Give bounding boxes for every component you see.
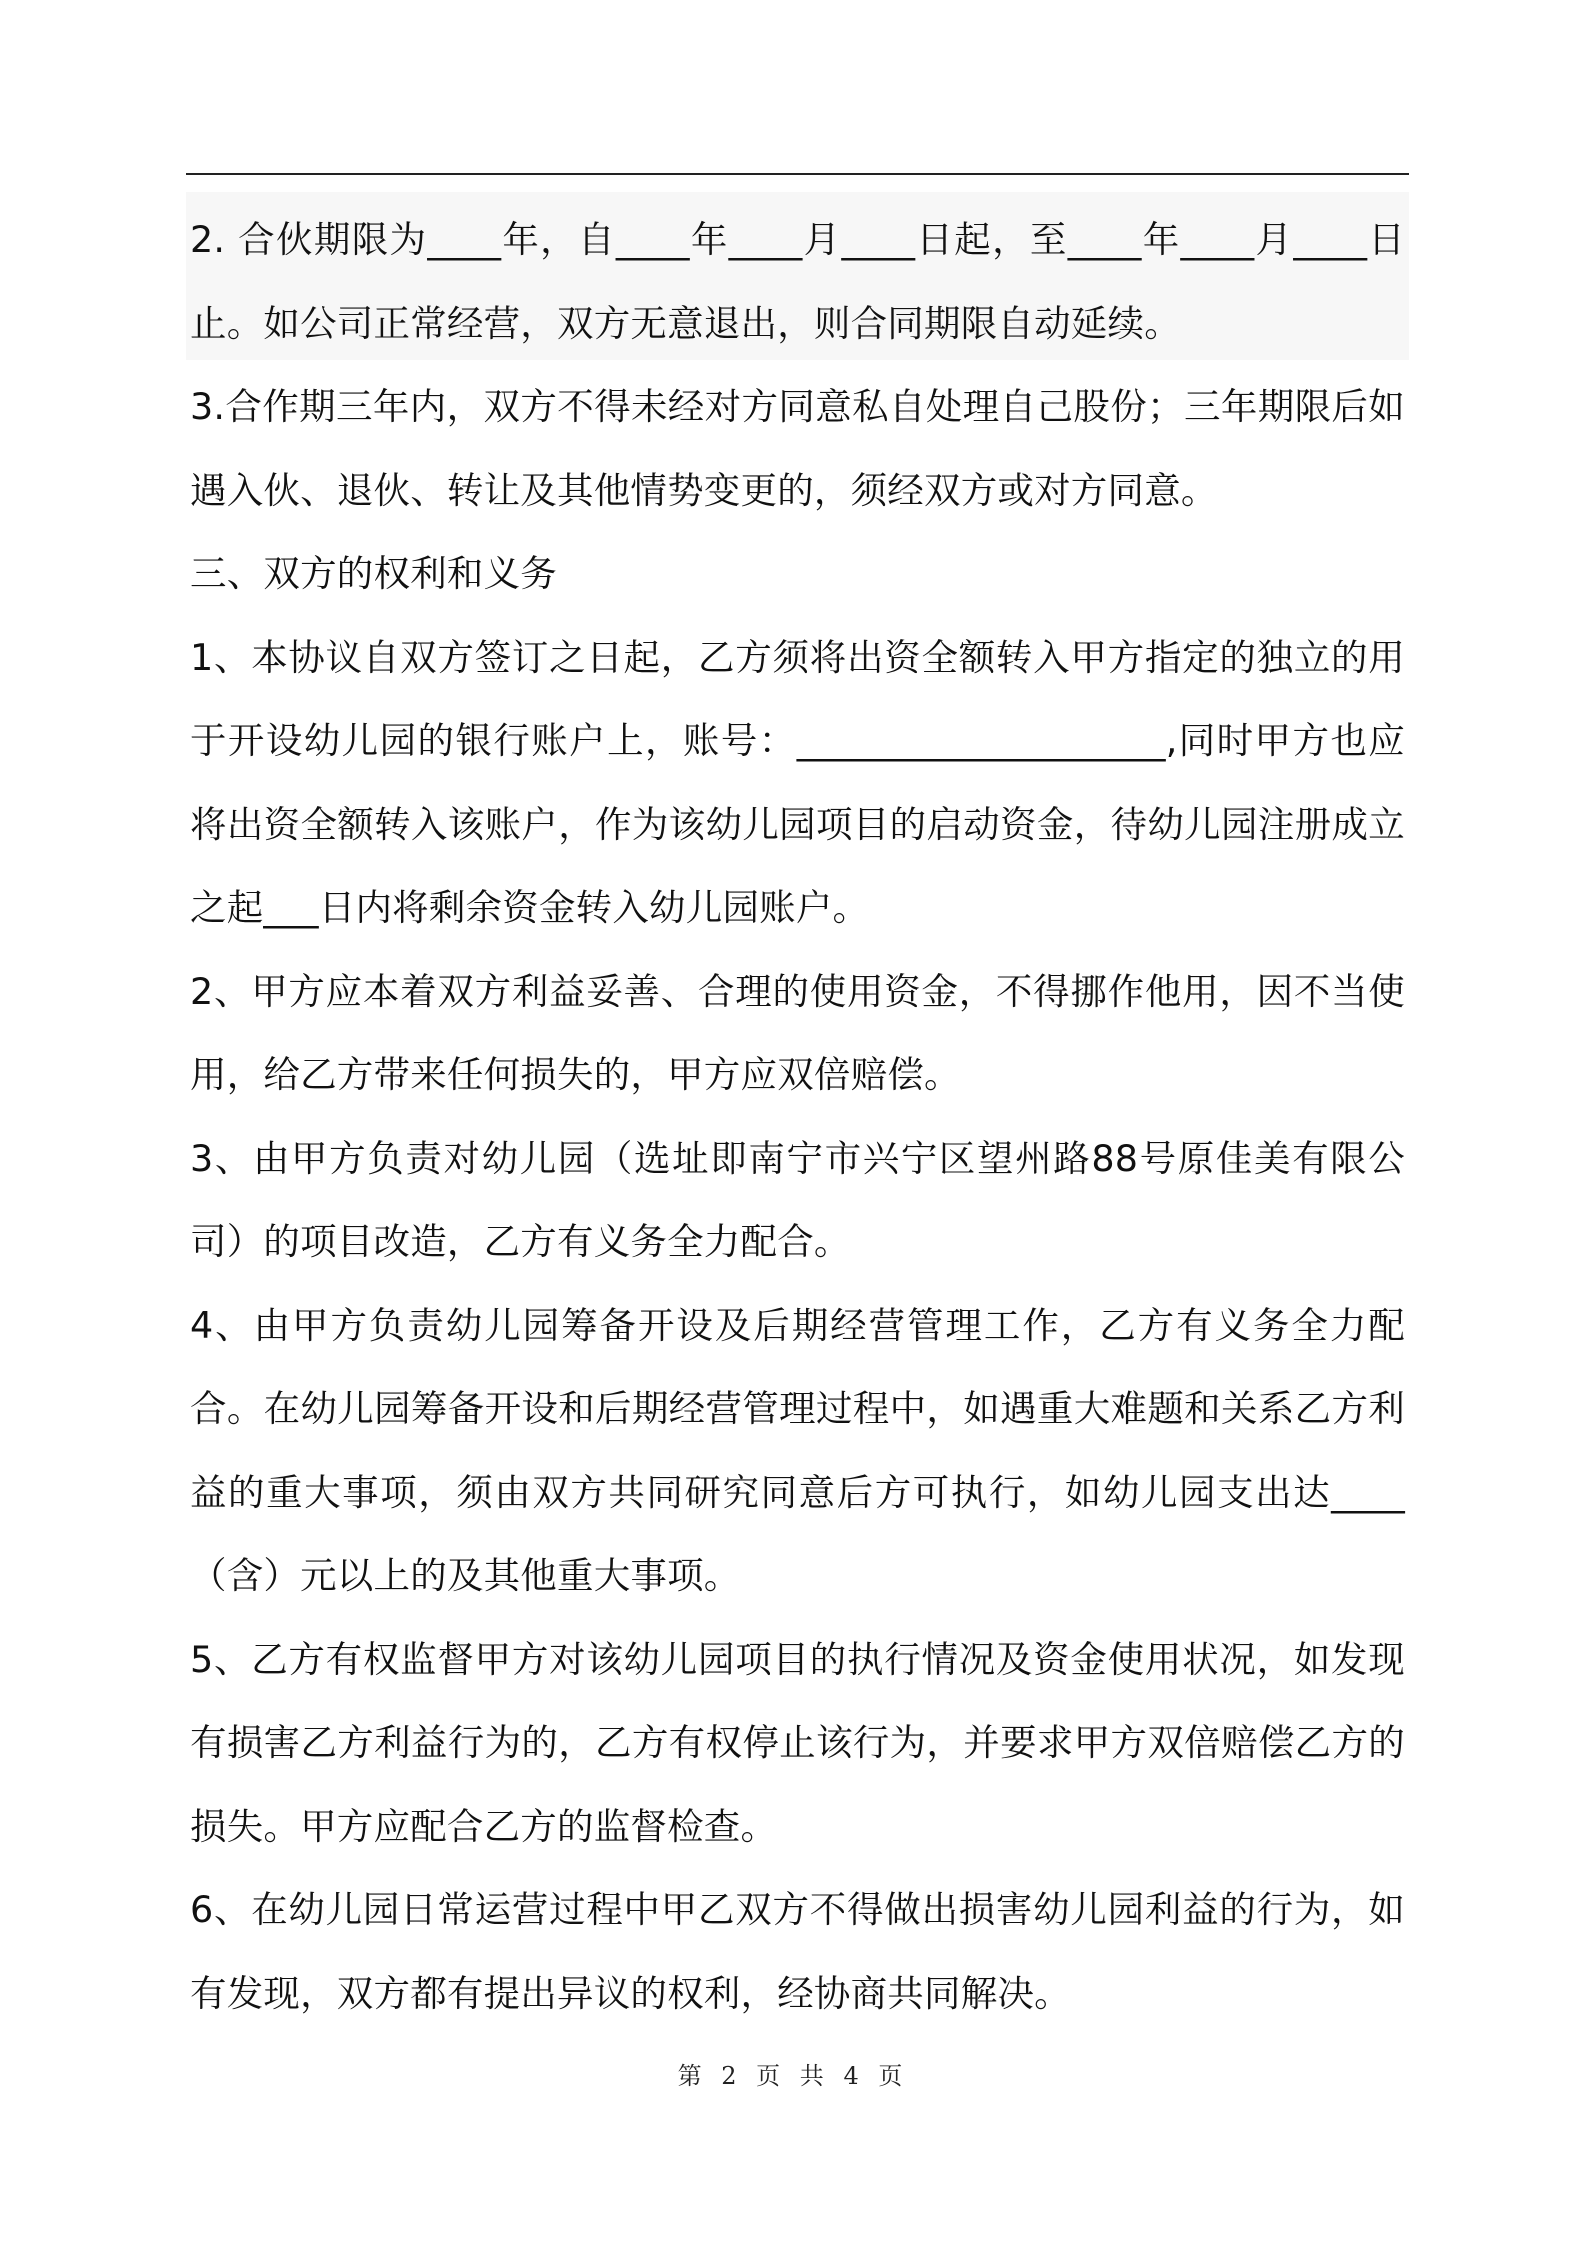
paragraph-term-duration: 2. 合伙期限为____年，自____年____月____日起，至____年____月____日止。如公司正常经营，双方无意退出，则合同期限自动延续。 (190, 218, 1405, 345)
header-divider (186, 173, 1409, 175)
document-body (190, 198, 1405, 2035)
paragraph-share-transfer: 3.合作期三年内，双方不得未经对方同意私自处理自己股份；三年期限后如遇入伙、退伙、转让及其他情势变更的，须经双方或对方同意。 (190, 385, 1405, 512)
paragraph-clause-3: 3、由甲方负责对幼儿园（选址即南宁市兴宁区望州路88号原佳美有限公司）的项目改造，乙方有义务全力配合。 (190, 1136, 1405, 1263)
page-number-footer: 第 2 页 共 4 页 (677, 2062, 909, 2090)
section-heading-rights-obligations: 三、双方的权利和义务 (190, 552, 557, 595)
paragraph-clause-5: 5、乙方有权监督甲方对该幼儿园项目的执行情况及资金使用状况，如发现有损害乙方利益行为的，乙方有权停止该行为，并要求甲方双倍赔偿乙方的损失。甲方应配合乙方的监督检查。 (190, 1637, 1405, 1848)
paragraph-clause-1: 1、本协议自双方签订之日起，乙方须将出资全额转入甲方指定的独立的用于开设幼儿园的银行账户上，账号：____________________,同时甲方也应将出资全额转入该账户，作为该幼儿园项目的启动资金，待幼儿园注册成立之起___日内将剩余资金转入幼儿园账户。 (190, 635, 1405, 929)
paragraph-clause-6: 6、在幼儿园日常运营过程中甲乙双方不得做出损害幼儿园利益的行为，如有发现，双方都有提出异议的权利，经协商共同解决。 (190, 1888, 1405, 2015)
paragraph-clause-4: 4、由甲方负责幼儿园筹备开设及后期经营管理工作，乙方有义务全力配合。在幼儿园筹备开设和后期经营管理过程中，如遇重大难题和关系乙方利益的重大事项，须由双方共同研究同意后方可执行，如幼儿园支出达____（含）元以上的及其他重大事项。 (190, 1303, 1405, 1597)
paragraph-clause-2: 2、甲方应本着双方利益妥善、合理的使用资金，不得挪作他用，因不当使用，给乙方带来任何损失的，甲方应双倍赔偿。 (190, 969, 1405, 1096)
